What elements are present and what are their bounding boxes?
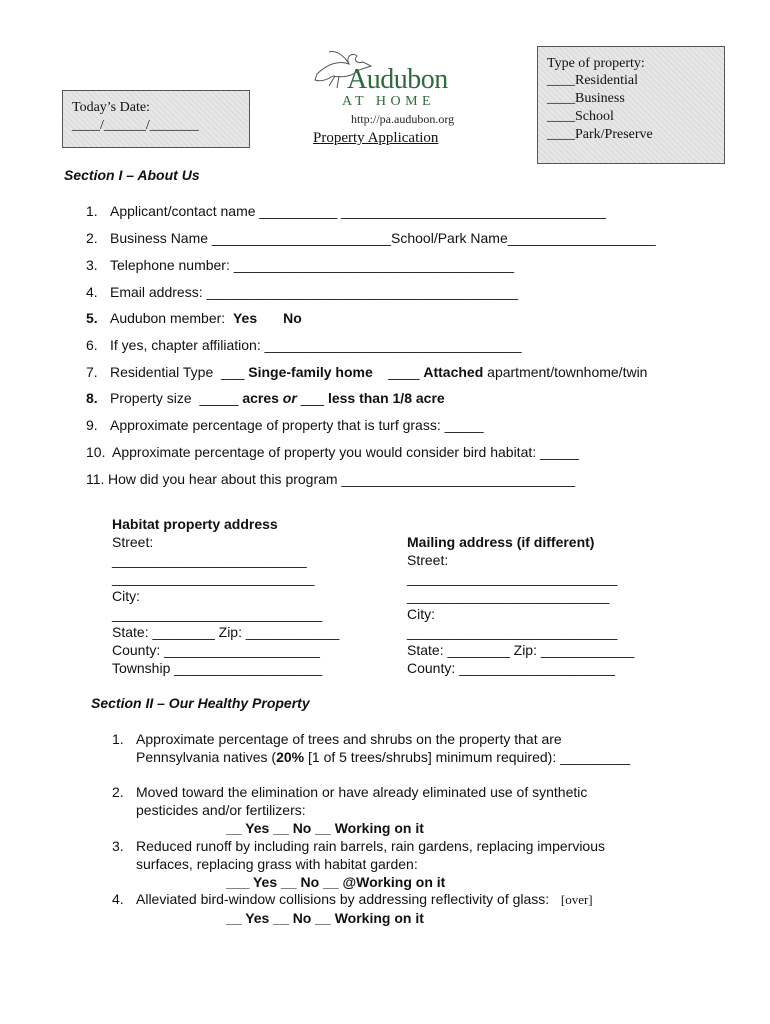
- question-3: 3. Telephone number: ____________________________________: [86, 257, 515, 273]
- section-2-heading: Section II – Our Healthy Property: [91, 695, 310, 711]
- property-type-option-residential[interactable]: ____Residential: [547, 73, 638, 88]
- question-6: 6. If yes, chapter affiliation: _________________________________: [86, 337, 522, 353]
- question-2-text[interactable]: Business Name _______________________School/Park Name___________________: [110, 230, 656, 246]
- question-11-text[interactable]: How did you hear about this program ______________________________: [108, 471, 576, 487]
- property-size-small-blank[interactable]: ___: [300, 390, 325, 406]
- section-2-question-3: 3. Reduced runoff by including rain barrels, rain gardens, replacing impervious surfaces, replacing grass with habitat garden: ___ Yes __ No __ @Working on it: [112, 838, 605, 890]
- audubon-logo-subtitle: AT HOME: [342, 94, 436, 109]
- audubon-logo-name: Audubon: [347, 64, 448, 95]
- question-10-text[interactable]: Approximate percentage of property you would consider bird habitat: _____: [112, 444, 579, 460]
- mailing-street-label: Street:: [407, 552, 449, 568]
- residential-type-attached-rest: apartment/townhome/twin: [487, 364, 648, 380]
- section-1-heading: Section I – About Us: [64, 167, 200, 183]
- property-type-box: [537, 46, 725, 164]
- s2-q3-line-1: Reduced runoff by including rain barrels, rain gardens, replacing impervious: [136, 838, 605, 854]
- property-type-title: Type of property:: [547, 56, 645, 71]
- property-size-less: less than 1/8 acre: [327, 390, 445, 406]
- mailing-city-line[interactable]: ___________________________: [407, 624, 618, 640]
- habitat-state-zip[interactable]: State: ________ Zip: ____________: [112, 624, 340, 640]
- s2-q1-line-1: Approximate percentage of trees and shrubs on the property that are: [136, 731, 562, 747]
- question-8: 8. Property size _____ acres or ___ less than 1/8 acre: [86, 390, 445, 406]
- todays-date-field[interactable]: ____/______/_______: [72, 118, 199, 133]
- habitat-county[interactable]: County: ____________________: [112, 642, 320, 658]
- property-size-or: or: [282, 390, 297, 406]
- over-note: [over]: [560, 892, 593, 907]
- section-2-question-1: 1. Approximate percentage of trees and shrubs on the property that are Pennsylvania natives (20% [1 of 5 trees/shrubs] minimum required): _________: [112, 731, 631, 765]
- s2-q4-line-1: Alleviated bird-window collisions by addressing reflectivity of glass:: [136, 891, 550, 907]
- question-3-text[interactable]: Telephone number: ____________________________________: [110, 257, 515, 273]
- s2-q1-line-2b[interactable]: [1 of 5 trees/shrubs] minimum required): _________: [304, 749, 631, 765]
- s2-q1-percent: 20%: [276, 749, 305, 765]
- audubon-member-yes[interactable]: Yes: [232, 310, 258, 326]
- s2-q2-line-2: pesticides and/or fertilizers:: [136, 802, 306, 818]
- todays-date-box: [62, 90, 250, 148]
- s2-q4-answers[interactable]: __ Yes __ No __ Working on it: [226, 910, 424, 926]
- question-6-text[interactable]: If yes, chapter affiliation: _________________________________: [110, 337, 522, 353]
- question-4: 4. Email address: ________________________________________: [86, 284, 518, 300]
- audubon-member-no[interactable]: No: [283, 310, 302, 326]
- section-2-question-4: 4. Alleviated bird-window collisions by addressing reflectivity of glass: [over] __ Yes __ No __ Working on it: [112, 891, 593, 926]
- mailing-address-heading: Mailing address (if different): [407, 534, 595, 550]
- residential-type-blank-1[interactable]: ___: [221, 364, 245, 380]
- question-7: 7. Residential Type ___ Singe-family home ____ Attached apartment/townhome/twin: [86, 364, 648, 380]
- property-type-option-school[interactable]: ____School: [547, 109, 614, 124]
- question-9: 9. Approximate percentage of property that is turf grass: _____: [86, 417, 484, 433]
- property-type-option-business[interactable]: ____Business: [547, 91, 625, 106]
- page-title: Property Application: [313, 130, 439, 146]
- habitat-street-label: Street:: [112, 534, 154, 550]
- question-4-text[interactable]: Email address: ________________________________________: [110, 284, 518, 300]
- mailing-city-label: City:: [407, 606, 435, 622]
- audubon-url[interactable]: http://pa.audubon.org: [351, 112, 455, 126]
- s2-q1-line-2a: Pennsylvania natives (: [136, 749, 277, 765]
- mailing-state-zip[interactable]: State: ________ Zip: ____________: [407, 642, 635, 658]
- property-size-acres: acres: [242, 390, 279, 406]
- question-10: 10. Approximate percentage of property you would consider bird habitat: _____: [86, 444, 579, 460]
- habitat-street-line-2[interactable]: __________________________: [112, 570, 315, 586]
- property-size-acres-blank[interactable]: _____: [199, 390, 239, 406]
- question-1-text[interactable]: Applicant/contact name __________ __________________________________: [110, 203, 606, 219]
- residential-type-attached: Attached: [423, 364, 484, 380]
- question-5-label: Audubon member:: [110, 310, 226, 326]
- s2-q2-line-1: Moved toward the elimination or have already eliminated use of synthetic: [136, 784, 588, 800]
- habitat-address-block: [112, 515, 339, 677]
- question-2: 2. Business Name _______________________School/Park Name___________________: [86, 230, 656, 246]
- habitat-city-line[interactable]: ___________________________: [112, 606, 323, 622]
- habitat-city-label: City:: [112, 588, 140, 604]
- habitat-street-line-1[interactable]: _________________________: [112, 552, 307, 568]
- s2-q3-line-2: surfaces, replacing grass with habitat garden:: [136, 856, 418, 872]
- question-9-text[interactable]: Approximate percentage of property that is turf grass: _____: [110, 417, 484, 433]
- mailing-county[interactable]: County: ____________________: [407, 660, 615, 676]
- residential-type-single: Singe-family home: [248, 364, 373, 380]
- habitat-address-heading: Habitat property address: [112, 516, 278, 532]
- question-5: 5. Audubon member: Yes No: [86, 310, 302, 326]
- todays-date-label: Today’s Date:: [72, 100, 150, 115]
- question-8-label: Property size: [110, 390, 192, 406]
- s2-q2-answers[interactable]: __ Yes __ No __ Working on it: [226, 820, 424, 836]
- section-2-question-2: 2. Moved toward the elimination or have already eliminated use of synthetic pesticides and/or fertilizers: __ Yes __ No __ Working on it: [112, 784, 588, 836]
- mailing-street-line-2[interactable]: __________________________: [407, 588, 610, 604]
- s2-q3-answers[interactable]: ___ Yes __ No __ @Working on it: [226, 874, 446, 890]
- question-11: 11. How did you hear about this program ______________________________: [86, 471, 576, 487]
- mailing-street-line-1[interactable]: ___________________________: [407, 570, 618, 586]
- mailing-address-block: [407, 533, 634, 677]
- property-type-option-park[interactable]: ____Park/Preserve: [547, 127, 653, 142]
- question-7-label: Residential Type: [110, 364, 214, 380]
- question-1: 1. Applicant/contact name __________ __________________________________: [86, 203, 606, 219]
- residential-type-blank-2[interactable]: ____: [388, 364, 420, 380]
- habitat-township[interactable]: Township ___________________: [112, 660, 323, 676]
